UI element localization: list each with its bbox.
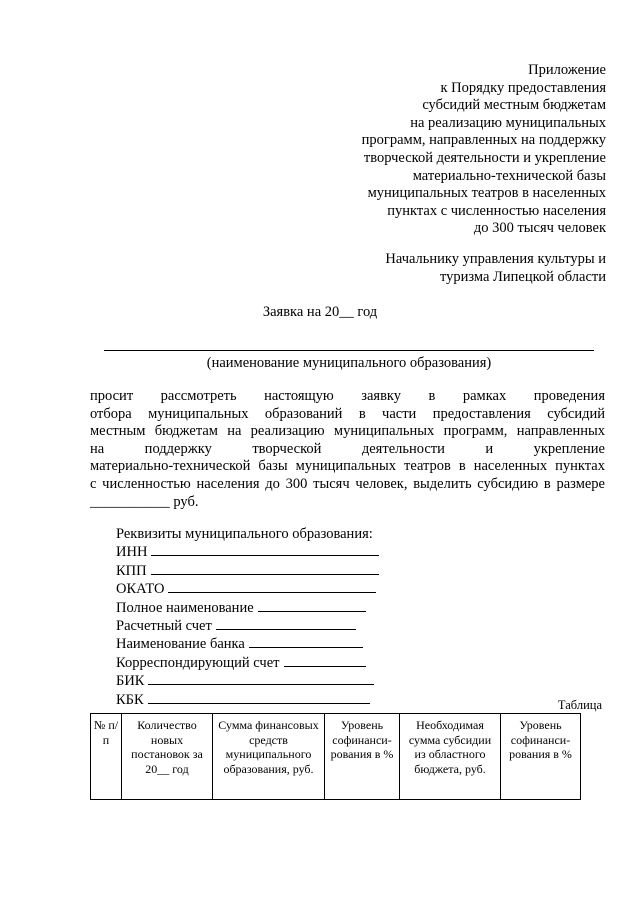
requisite-bik	[116, 672, 379, 690]
table-label: Таблица	[557, 698, 602, 712]
addressee-line: Начальнику управления культуры и	[385, 251, 606, 267]
requisite-blank[interactable]	[148, 672, 374, 685]
appendix-line: творческой деятельности и укрепление	[363, 149, 606, 166]
paragraph-line: на поддержку творческой деятельности и укрепление	[90, 440, 605, 457]
paragraph-line: местным бюджетам на реализацию муниципальных программ, направленных	[90, 423, 605, 440]
requisite-label: КБК	[116, 691, 144, 708]
table-header-cell: Уровень софинанси-рования в %	[501, 714, 581, 800]
requisite-label: Наименование банка	[116, 636, 245, 653]
requisite-blank[interactable]	[148, 691, 370, 704]
appendix-line: субсидий местным бюджетам	[422, 97, 606, 114]
appendix-line: муниципальных театров в населенных	[367, 185, 606, 202]
requisite-label: БИК	[116, 673, 145, 690]
requisite-kbk	[116, 691, 379, 709]
requisite-bank	[116, 635, 379, 653]
appendix-line: на реализацию муниципальных	[410, 114, 606, 131]
table-header-cell: Необходимая сумма субсидии из областного бюджета, руб.	[400, 714, 501, 800]
table-header-cell: Уровень софинанси-рования в %	[325, 714, 400, 800]
appendix-line: до 300 тысяч человек	[473, 220, 606, 237]
requisite-label: Корреспондирующий счет	[116, 654, 280, 671]
paragraph-line: отбора муниципальных образований в части предоставления субсидий	[90, 405, 605, 422]
paragraph-line: с численностью населения до 300 тысяч человек, выделить субсидию в размере	[90, 475, 605, 492]
table-header-cell: Сумма финансовых средств муниципального образования, руб.	[213, 714, 325, 800]
municipality-name-field[interactable]	[104, 350, 594, 351]
paragraph-line: ___________ руб.	[90, 493, 199, 510]
appendix-header	[362, 62, 606, 238]
requisite-label: ОКАТО	[116, 581, 165, 598]
table-header-cell: Количество новых постановок за 20__ год	[122, 714, 213, 800]
requisite-blank[interactable]	[216, 617, 356, 630]
paragraph-line: материально-технической базы муниципальных театров в населенных пунктах	[90, 458, 605, 475]
requisite-corr-account	[116, 654, 379, 672]
table-header-row	[91, 714, 581, 800]
requisite-full-name	[116, 599, 379, 617]
requisite-label: ИНН	[116, 544, 148, 561]
requisite-blank[interactable]	[258, 599, 366, 612]
request-paragraph	[90, 388, 605, 511]
requisite-kpp	[116, 562, 379, 580]
requisite-blank[interactable]	[151, 543, 379, 556]
requisites-block	[116, 526, 379, 709]
requisite-blank[interactable]	[249, 635, 363, 648]
requisite-blank[interactable]	[168, 580, 376, 593]
requisite-blank[interactable]	[151, 562, 379, 575]
requisites-heading: Реквизиты муниципального образования:	[116, 526, 373, 542]
appendix-line: Приложение	[528, 62, 606, 78]
requisite-inn	[116, 543, 379, 561]
requisite-label: Полное наименование	[116, 599, 254, 616]
appendix-line: материально-технической базы	[412, 167, 606, 184]
table-header-cell: № п/п	[91, 714, 122, 800]
requisite-label: Расчетный счет	[116, 618, 212, 635]
subsidy-table	[90, 713, 581, 800]
requisite-okato	[116, 580, 379, 598]
requisite-label: КПП	[116, 562, 147, 579]
requisite-account	[116, 617, 379, 635]
application-title: Заявка на 20__ год	[262, 304, 378, 320]
requisite-blank[interactable]	[284, 654, 366, 667]
appendix-line: к Порядку предоставления	[440, 79, 606, 96]
appendix-line: пунктах с численностью населения	[387, 202, 606, 219]
appendix-line: программ, направленных на поддержку	[361, 132, 606, 149]
municipality-name-caption: (наименование муниципального образования)	[206, 355, 492, 371]
addressee-block	[385, 251, 606, 286]
paragraph-line: просит рассмотреть настоящую заявку в рамках проведения	[90, 388, 605, 404]
addressee-line: туризма Липецкой области	[439, 268, 606, 285]
